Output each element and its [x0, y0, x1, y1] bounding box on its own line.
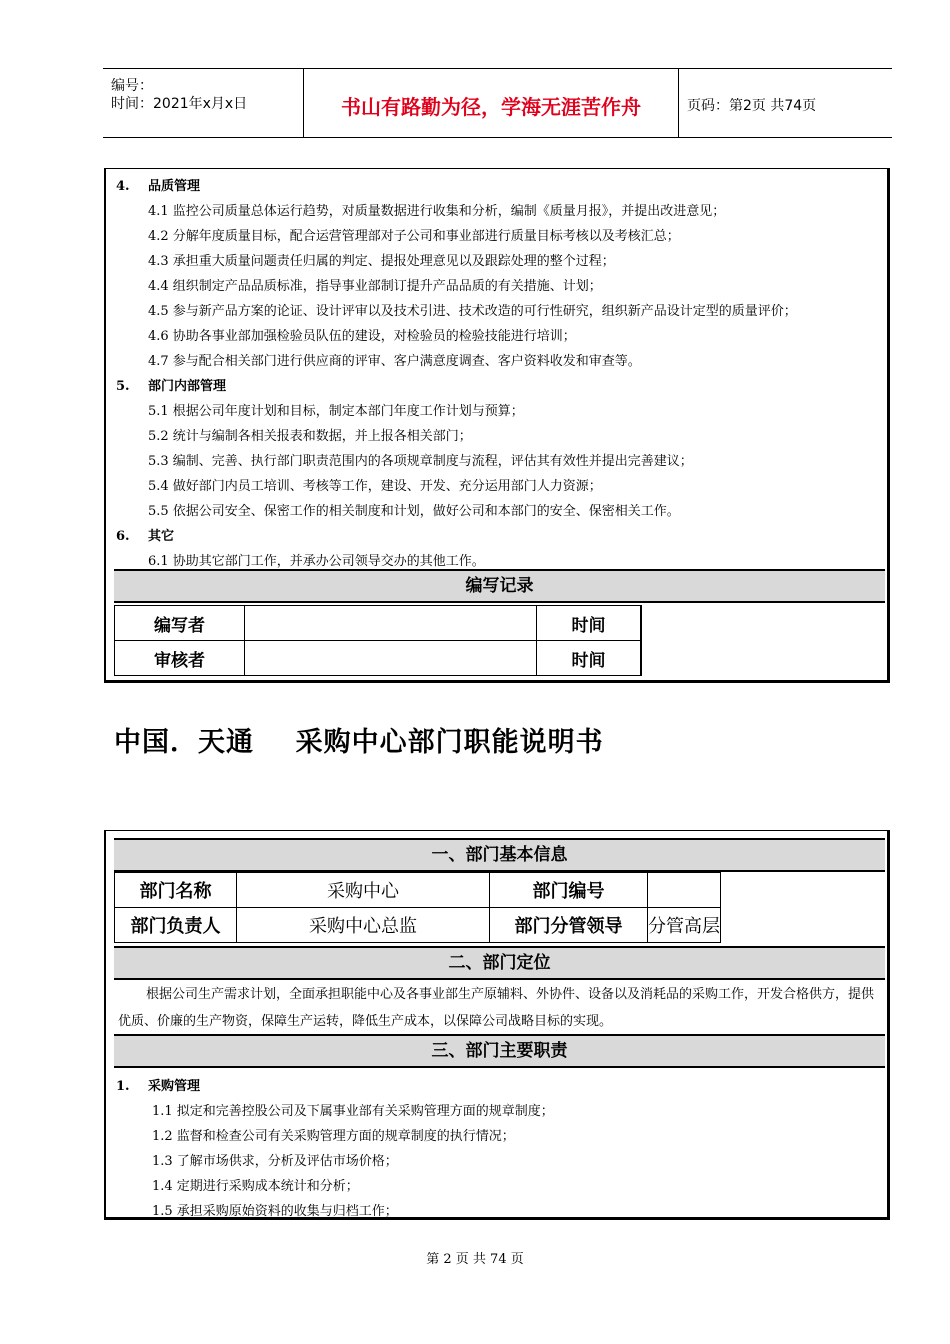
section-heading — [116, 375, 226, 394]
dept-code-value[interactable] — [648, 873, 721, 908]
dept-head-value: 采购中心总监 — [237, 908, 490, 943]
list-item: 6.1 协助其它部门工作，并承办公司领导交办的其他工作。 — [148, 554, 485, 569]
section-title: 其它 — [148, 529, 175, 544]
dept-leader-value: 分管高层 — [648, 908, 721, 943]
number-label: 编号： — [111, 78, 153, 94]
dept-name-label: 部门名称 — [115, 873, 237, 908]
dept-name-value: 采购中心 — [237, 873, 490, 908]
writer-label: 编写者 — [115, 606, 245, 641]
position-paragraph: 根据公司生产需求计划，全面承担职能中心及各事业部生产原辅料、外协件、设备以及消耗品的采购工作，开发合格供方，提供优质、价廉的生产物资，保障生产运转，降低生产成本，以保障公司战略目标的实现。 — [118, 987, 875, 1029]
list-item: 4.1 监控公司质量总体运行趋势，对质量数据进行收集和分析，编制《质量月报》，并提出改进意见； — [148, 204, 726, 219]
list-item: 5.2 统计与编制各相关报表和数据，并上报各相关部门； — [148, 429, 472, 444]
list-item: 4.4 组织制定产品品质标准，指导事业部制订提升产品品质的有关措施、计划； — [148, 279, 602, 294]
dept-code-label: 部门编号 — [490, 873, 648, 908]
header-meta-cell — [103, 69, 303, 137]
reviewer-value[interactable] — [245, 641, 537, 676]
section-number: 4. — [116, 179, 130, 194]
table-row — [115, 641, 642, 676]
header-page-cell — [679, 69, 892, 137]
page-number-label: 页码：第2页 共74页 — [687, 98, 817, 114]
list-item: 4.5 参与新产品方案的论证、设计评审以及技术引进、技术改造的可行性研究，组织新产品设计定型的质量评价； — [148, 304, 797, 319]
table-row — [115, 606, 642, 641]
record-title: 编写记录 — [114, 569, 885, 603]
section-number: 5. — [116, 379, 130, 394]
basic-info-table — [114, 872, 721, 943]
document-title: 中国．天通 采购中心部门职能说明书 — [114, 727, 604, 758]
dept-head-label: 部门负责人 — [115, 908, 237, 943]
list-item: 5.5 依据公司安全、保密工作的相关制度和计划，做好公司和本部门的安全、保密相关工作。 — [148, 504, 680, 519]
dept-leader-label: 部门分管领导 — [490, 908, 648, 943]
page-footer: 第 2 页 共 74 页 — [426, 1252, 524, 1267]
time-label: 时间：2021年x月x日 — [111, 96, 248, 112]
list-item: 5.4 做好部门内员工培训、考核等工作，建设、开发、充分运用部门人力资源； — [148, 479, 602, 494]
section-heading — [116, 175, 200, 194]
list-item: 4.7 参与配合相关部门进行供应商的评审、客户满意度调查、客户资料收发和审查等。 — [148, 354, 641, 369]
page-header — [103, 68, 892, 138]
time-value[interactable] — [641, 641, 642, 676]
table-row — [115, 908, 721, 943]
duties-continued-block — [104, 168, 890, 683]
list-item: 4.2 分解年度质量目标，配合运营管理部对子公司和事业部进行质量目标考核以及考核汇总； — [148, 229, 680, 244]
list-item: 1.1 拟定和完善控股公司及下属事业部有关采购管理方面的规章制度； — [152, 1104, 554, 1119]
list-item: 1.2 监督和检查公司有关采购管理方面的规章制度的执行情况； — [152, 1129, 515, 1144]
section-heading — [116, 525, 174, 544]
department-info-block — [104, 830, 890, 1220]
list-item: 4.3 承担重大质量问题责任归属的判定、提报处理意见以及跟踪处理的整个过程； — [148, 254, 615, 269]
section-title: 品质管理 — [148, 179, 201, 194]
time-label: 时间 — [537, 606, 641, 641]
time-label: 时间 — [537, 641, 641, 676]
motto-text: 书山有路勤为径，学海无涯苦作舟 — [341, 95, 641, 119]
header-motto-cell — [303, 69, 679, 137]
section-title: 采购管理 — [148, 1079, 201, 1094]
list-item: 1.3 了解市场供求，分析及评估市场价格； — [152, 1154, 398, 1169]
position-title: 二、部门定位 — [114, 946, 885, 980]
list-item: 1.4 定期进行采购成本统计和分析； — [152, 1179, 359, 1194]
list-item: 4.6 协助各事业部加强检验员队伍的建设，对检验员的检验技能进行培训； — [148, 329, 576, 344]
list-item: 5.1 根据公司年度计划和目标，制定本部门年度工作计划与预算； — [148, 404, 524, 419]
duties-title: 三、部门主要职责 — [114, 1034, 885, 1068]
section-number: 6. — [116, 529, 130, 544]
section-title: 部门内部管理 — [148, 379, 227, 394]
table-row — [115, 873, 721, 908]
section-number: 1. — [116, 1079, 130, 1094]
writer-value[interactable] — [245, 606, 537, 641]
time-value[interactable] — [641, 606, 642, 641]
list-item: 5.3 编制、完善、执行部门职责范围内的各项规章制度与流程，评估其有效性并提出完善建议； — [148, 454, 693, 469]
list-item: 1.5 承担采购原始资料的收集与归档工作； — [152, 1204, 398, 1219]
section-heading — [116, 1075, 200, 1094]
basic-info-title: 一、部门基本信息 — [114, 838, 885, 872]
reviewer-label: 审核者 — [115, 641, 245, 676]
record-table — [114, 605, 642, 676]
